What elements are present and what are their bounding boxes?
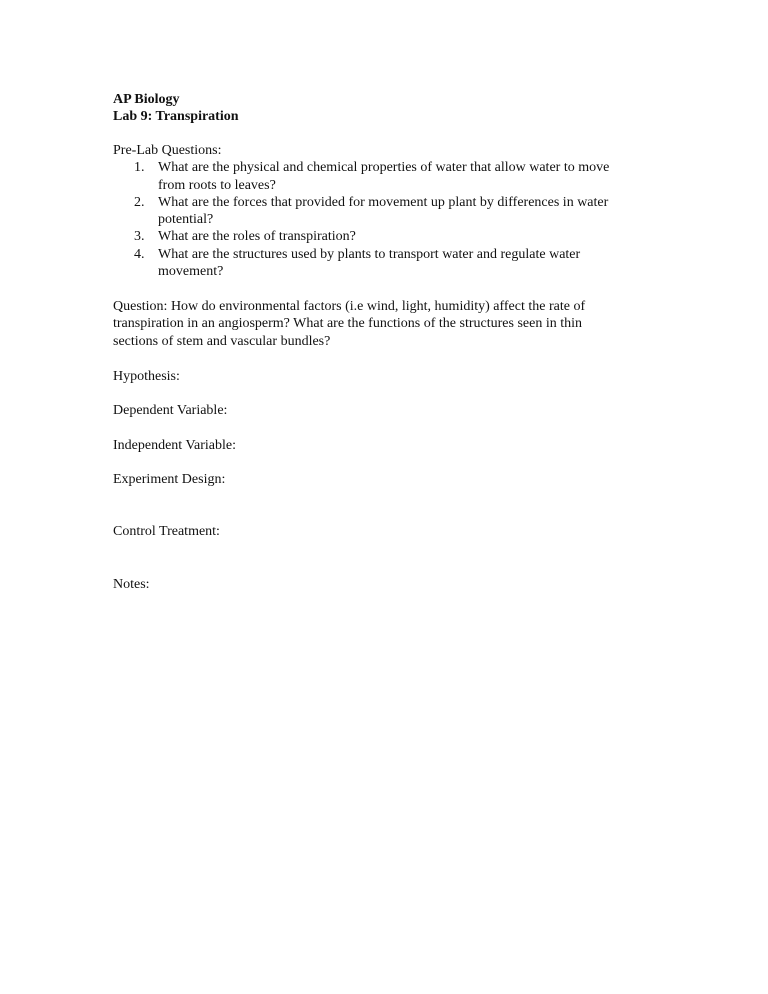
experiment-design-label: Experiment Design: — [113, 472, 226, 487]
prelab-section — [113, 142, 623, 280]
list-item — [113, 159, 623, 194]
dependent-variable-label: Dependent Variable: — [113, 403, 228, 418]
list-item — [113, 228, 623, 245]
item-number: 2. — [134, 194, 145, 210]
prelab-heading: Pre-Lab Questions: — [113, 143, 222, 158]
list-item — [113, 246, 623, 281]
item-number: 4. — [134, 246, 145, 262]
control-treatment-label: Control Treatment: — [113, 524, 220, 539]
independent-variable-label: Independent Variable: — [113, 438, 236, 453]
course-title: AP Biology — [113, 92, 180, 107]
item-text: What are the forces that provided for movement up plant by differences in water potential? — [158, 194, 609, 228]
item-number: 3. — [134, 229, 145, 245]
item-text: What are the roles of transpiration? — [158, 229, 356, 245]
item-text: What are the physical and chemical properties of water that allow water to move from roots to leaves? — [158, 160, 610, 193]
lab-title: Lab 9: Transpiration — [113, 109, 239, 125]
item-number: 1. — [134, 160, 145, 176]
item-text: What are the structures used by plants to transport water and regulate water movement? — [158, 246, 581, 280]
document-header — [113, 91, 239, 126]
list-item — [113, 194, 623, 229]
research-question: Question: How do environmental factors (i.e wind, light, humidity) affect the rate of transpiration in an angiosperm? What are the functions of the structures seen in thin sections of stem and vascular bundles? — [113, 299, 586, 349]
notes-label: Notes: — [113, 577, 150, 592]
hypothesis-label: Hypothesis: — [113, 369, 180, 384]
prelab-list — [113, 159, 623, 280]
